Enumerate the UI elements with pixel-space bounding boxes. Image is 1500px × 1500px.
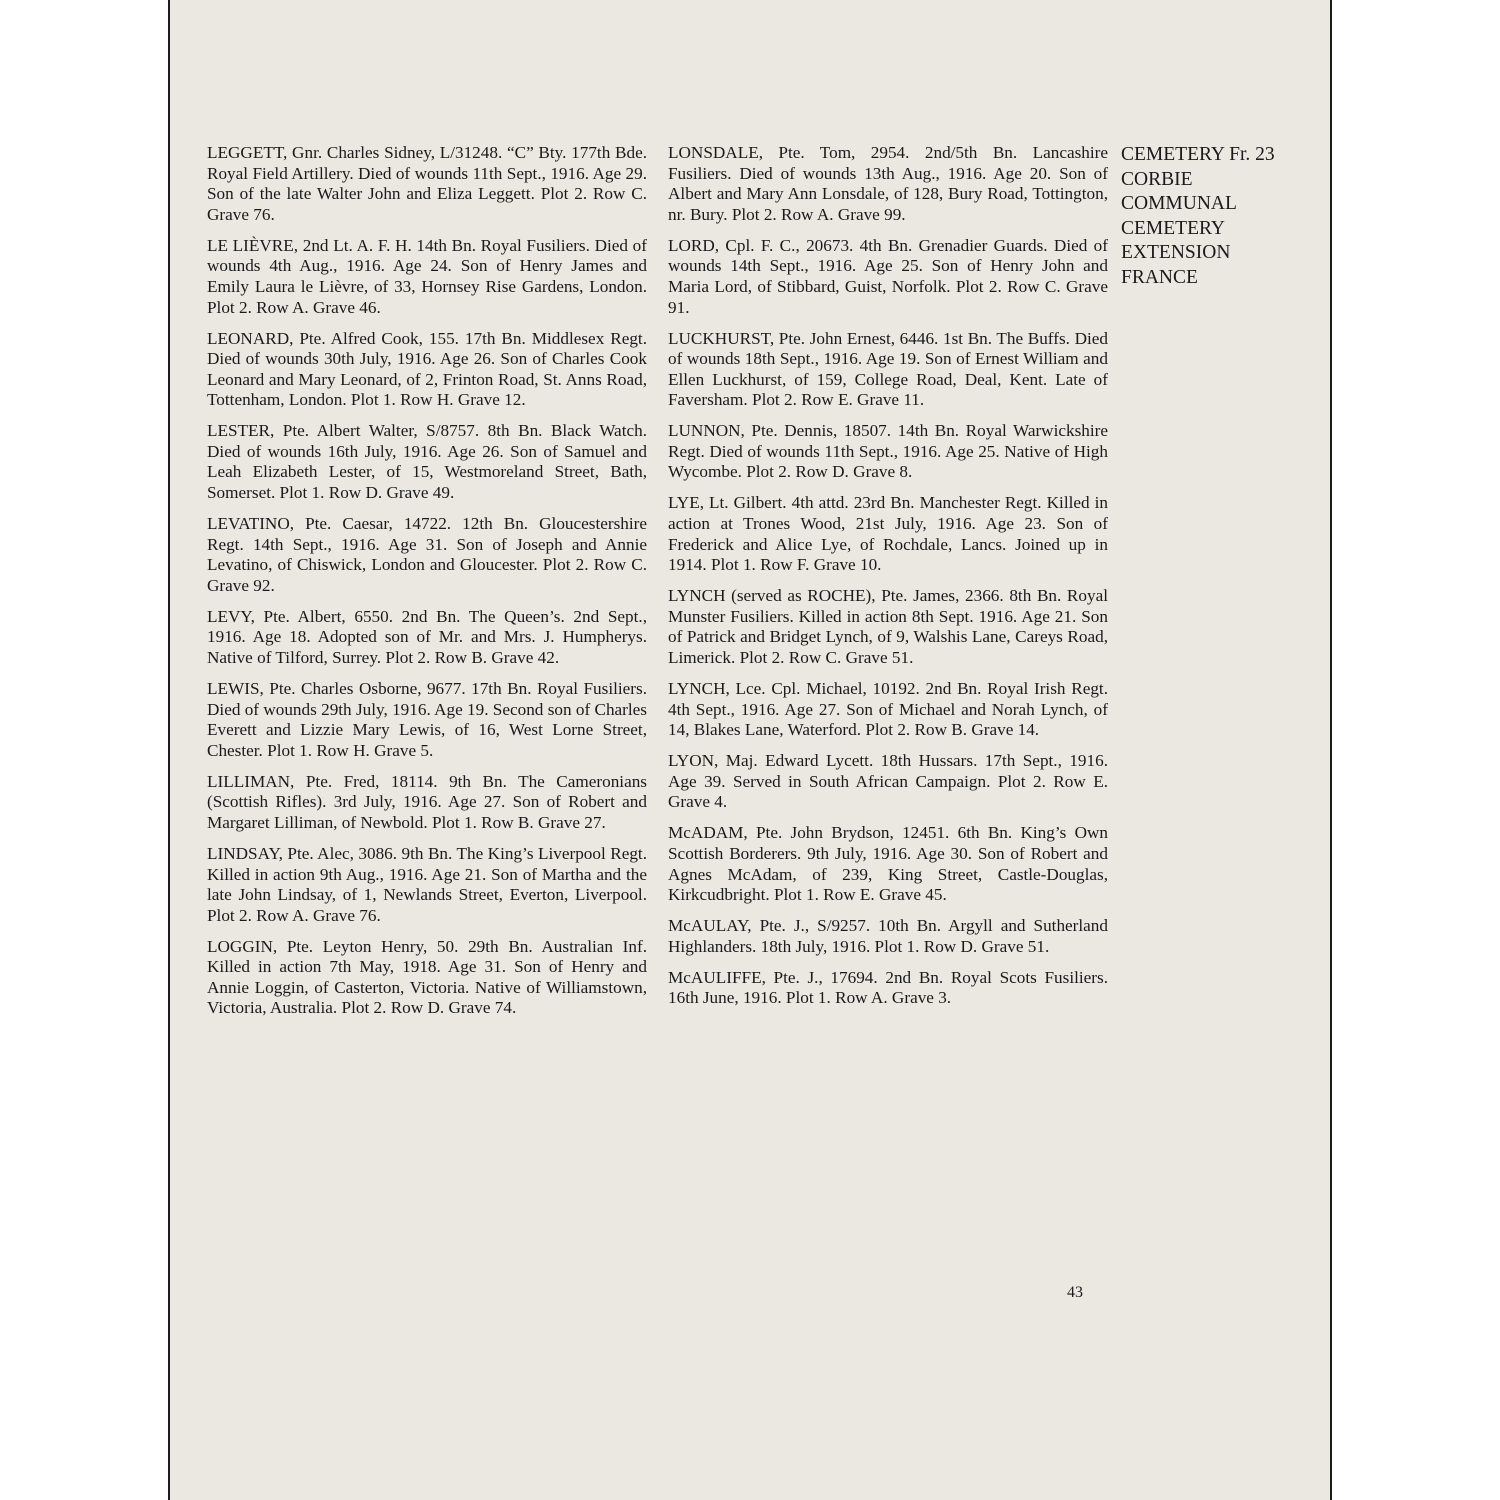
cemetery-name-line: EXTENSION (1121, 242, 1231, 264)
register-entry: LINDSAY, Pte. Alec, 3086. 9th Bn. The King’s Liverpool Regt. Killed in action 9th Aug., 1916. Age 21. Son of Martha and the late John Lindsay, of 1, Newlands Street, Everton, Liverpool. Plot 2. Row A. Grave 76. (207, 843, 647, 925)
register-entry: LYON, Maj. Edward Lycett. 18th Hussars. 17th Sept., 1916. Age 39. Served in South African Campaign. Plot 2. Row E. Grave 4. (668, 751, 1108, 812)
cemetery-reference: CEMETERY Fr. 23 (1121, 144, 1275, 165)
register-entry: LONSDALE, Pte. Tom, 2954. 2nd/5th Bn. Lancashire Fusiliers. Died of wounds 13th Aug., 1916. Age 20. Son of Albert and Mary Ann Lonsdale, of 128, Bury Road, Tottington, nr. Bury. Plot 2. Row A. Grave 99. (668, 143, 1108, 224)
register-entry: LORD, Cpl. F. C., 20673. 4th Bn. Grenadier Guards. Died of wounds 14th Sept., 1916. Age 25. Son of Henry John and Maria Lord, of Stibbard, Guist, Norfolk. Plot 2. Row C. Grave 91. (668, 235, 1108, 317)
register-entry: McADAM, Pte. John Brydson, 12451. 6th Bn. King’s Own Scottish Borderers. 9th July, 1916. Age 30. Son of Robert and Agnes McAdam, of 239, King Street, Castle-Douglas, Kirkcudbright. Plot 1. Row E. Grave 45. (668, 823, 1108, 905)
register-entry: LEVATINO, Pte. Caesar, 14722. 12th Bn. Gloucestershire Regt. 14th Sept., 1916. Age 31. Son of Joseph and Annie Levatino, of Chiswick, London and Gloucester. Plot 2. Row C. Grave 92. (207, 514, 647, 595)
middle-column (668, 143, 1108, 1019)
register-entry: McAULAY, Pte. J., S/9257. 10th Bn. Argyll and Sutherland Highlanders. 18th July, 1916. Plot 1. Row D. Grave 51. (668, 916, 1108, 956)
document-page (168, 0, 1332, 1500)
cemetery-name-line: CORBIE (1121, 168, 1193, 190)
register-entry: LILLIMAN, Pte. Fred, 18114. 9th Bn. The Cameronians (Scottish Rifles). 3rd July, 1916. Age 27. Son of Robert and Margaret Lilliman, of Newbold. Plot 1. Row B. Grave 27. (207, 771, 647, 832)
register-entry: LEVY, Pte. Albert, 6550. 2nd Bn. The Queen’s. 2nd Sept., 1916. Age 18. Adopted son of Mr. and Mrs. J. Humpherys. Native of Tilford, Surrey. Plot 2. Row B. Grave 42. (207, 606, 647, 668)
register-entry: LEGGETT, Gnr. Charles Sidney, L/31248. “C” Bty. 177th Bde. Royal Field Artillery. Died of wounds 11th Sept., 1916. Age 29. Son of the late Walter John and Eliza Leggett. Plot 2. Row C. Grave 76. (207, 143, 647, 224)
register-entry: LUCKHURST, Pte. John Ernest, 6446. 1st Bn. The Buffs. Died of wounds 18th Sept., 1916. Age 19. Son of Ernest William and Ellen Luckhurst, of 159, College Road, Deal, Kent. Late of Faversham. Plot 2. Row E. Grave 11. (668, 328, 1108, 410)
cemetery-country: FRANCE (1121, 266, 1198, 288)
register-entry: LYNCH, Lce. Cpl. Michael, 10192. 2nd Bn. Royal Irish Regt. 4th Sept., 1916. Age 27. Son of Michael and Norah Lynch, of 14, Blakes Lane, Waterford. Plot 2. Row B. Grave 14. (668, 679, 1108, 740)
register-entry: LEWIS, Pte. Charles Osborne, 9677. 17th Bn. Royal Fusiliers. Died of wounds 29th July, 1916. Age 19. Second son of Charles Everett and Lizzie Mary Lewis, of 16, West Lorne Street, Chester. Plot 1. Row H. Grave 5. (207, 679, 647, 760)
page-number: 43 (1067, 1284, 1083, 1301)
register-entry: LOGGIN, Pte. Leyton Henry, 50. 29th Bn. Australian Inf. Killed in action 7th May, 1918. Age 31. Son of Henry and Annie Loggin, of Casterton, Victoria. Native of Williamstown, Victoria, Australia. Plot 2. Row D. Grave 74. (207, 936, 647, 1018)
register-entry: LEONARD, Pte. Alfred Cook, 155. 17th Bn. Middlesex Regt. Died of wounds 30th July, 1916. Age 26. Son of Charles Cook Leonard and Mary Leonard, of 2, Frinton Road, St. Anns Road, Tottenham, London. Plot 1. Row H. Grave 12. (207, 328, 647, 410)
register-entry: LE LIÈVRE, 2nd Lt. A. F. H. 14th Bn. Royal Fusiliers. Died of wounds 4th Aug., 1916. Age 24. Son of Henry James and Emily Laura le Lièvre, of 33, Hornsey Rise Gardens, London. Plot 2. Row A. Grave 46. (207, 235, 647, 317)
register-entry: LESTER, Pte. Albert Walter, S/8757. 8th Bn. Black Watch. Died of wounds 16th July, 1916. Age 26. Son of Samuel and Leah Elizabeth Lester, of 15, Westmoreland Street, Bath, Somerset. Plot 1. Row D. Grave 49. (207, 421, 647, 503)
register-entry: LYNCH (served as ROCHE), Pte. James, 2366. 8th Bn. Royal Munster Fusiliers. Killed in action 8th Sept. 1916. Age 21. Son of Patrick and Bridget Lynch, of 9, Walshis Lane, Careys Road, Limerick. Plot 2. Row C. Grave 51. (668, 586, 1108, 668)
register-entry: LYE, Lt. Gilbert. 4th attd. 23rd Bn. Manchester Regt. Killed in action at Trones Wood, 21st July, 1916. Age 23. Son of Frederick and Alice Lye, of Rochdale, Lancs. Joined up in 1914. Plot 1. Row F. Grave 10. (668, 493, 1108, 575)
cemetery-name-line: COMMUNAL (1121, 193, 1237, 215)
cemetery-name-line: CEMETERY (1121, 217, 1226, 239)
cemetery-header (1121, 143, 1321, 291)
register-entry: LUNNON, Pte. Dennis, 18507. 14th Bn. Royal Warwickshire Regt. Died of wounds 11th Sept., 1916. Age 25. Native of High Wycombe. Plot 2. Row D. Grave 8. (668, 421, 1108, 482)
register-entry: McAULIFFE, Pte. J., 17694. 2nd Bn. Royal Scots Fusiliers. 16th June, 1916. Plot 1. Row A. Grave 3. (668, 967, 1108, 1008)
left-column (207, 143, 647, 1029)
